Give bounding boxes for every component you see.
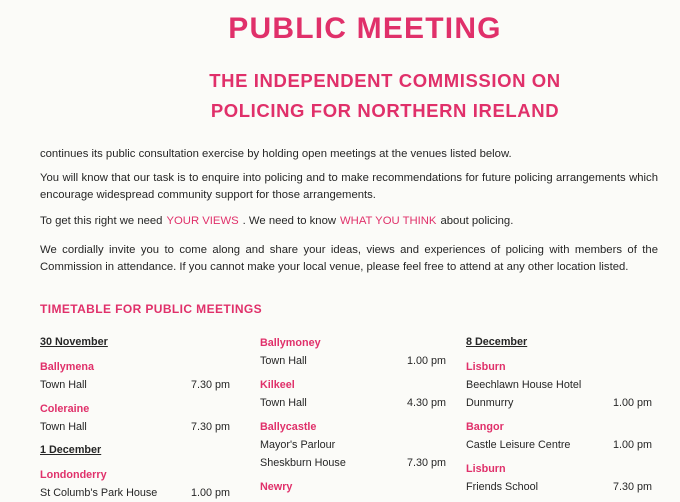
venue-row [40, 376, 230, 394]
date-heading: 8 December [466, 336, 528, 348]
venue-row [466, 376, 652, 394]
timetable-column-2 [260, 334, 446, 496]
meeting-time: 1.00 pm [190, 487, 230, 499]
venue-name: Town Hall [40, 421, 87, 433]
page-title: PUBLIC MEETING [228, 12, 502, 45]
meeting-time: 1.00 pm [612, 397, 652, 409]
venue-row [40, 484, 230, 502]
p3-text-c: about policing. [440, 215, 514, 227]
town-name: Ballymena [40, 361, 95, 373]
venue-name: Castle Leisure Centre [466, 439, 571, 451]
date-heading: 1 December [40, 444, 102, 456]
p3-text-a: To get this right we need [40, 215, 163, 227]
meeting-time: 7.30 pm [190, 421, 230, 433]
meeting-time: 7.30 pm [190, 379, 230, 391]
timetable-heading: TIMETABLE FOR PUBLIC MEETINGS [40, 302, 263, 316]
town-name: Lisburn [466, 361, 506, 373]
venue-row [260, 454, 446, 472]
venue-name: Friends School [466, 481, 539, 493]
subtitle-line-2: POLICING FOR NORTHERN IRELAND [210, 100, 560, 121]
venue-name: Town Hall [40, 379, 87, 391]
intro-paragraph-2: You will know that our task is to enquire into policing and to make recommendations for future policing arrangements which encourage widespread community support for those arrangements. [40, 172, 658, 201]
town-name: Newry [260, 481, 293, 493]
town-name: Londonderry [40, 469, 107, 481]
p3-text-b: . We need to know [242, 215, 337, 227]
venue-row [466, 436, 652, 454]
meeting-time: 4.30 pm [406, 397, 446, 409]
town-name: Lisburn [466, 463, 506, 475]
venue-name: St Columb's Park House [40, 487, 158, 499]
what-you-think-highlight: WHAT YOU THINK [340, 215, 437, 227]
timetable-column-3 [466, 334, 652, 496]
venue-row [466, 478, 652, 496]
date-heading: 30 November [40, 336, 108, 348]
meeting-time: 7.30 pm [612, 481, 652, 493]
intro-paragraph-1: continues its public consultation exercise by holding open meetings at the venues listed below. [40, 148, 512, 160]
town-name: Bangor [466, 421, 504, 433]
subtitle-line-1: THE INDEPENDENT COMMISSION ON [209, 70, 561, 91]
your-views-highlight: YOUR VIEWS [166, 215, 239, 227]
town-name: Coleraine [40, 403, 90, 415]
venue-row [260, 352, 446, 370]
venue-row [466, 394, 652, 412]
timetable-column-1 [40, 334, 230, 502]
town-name: Kilkeel [260, 379, 295, 391]
venue-name: Mayor's Parlour [260, 439, 336, 451]
town-name: Ballymoney [260, 337, 321, 349]
meeting-time: 7.30 pm [406, 457, 446, 469]
venue-row [40, 418, 230, 436]
venue-name: Town Hall [260, 355, 307, 367]
town-name: Ballycastle [260, 421, 317, 433]
intro-paragraph-4: We cordially invite you to come along and share your ideas, views and experiences of policing with members of the Commission in attendance. If you cannot make your local venue, please feel free to attend at any other location listed. [40, 244, 658, 273]
venue-row [260, 394, 446, 412]
venue-name: Beechlawn House Hotel [466, 379, 582, 391]
venue-name: Dunmurry [466, 397, 514, 409]
venue-row [260, 436, 446, 454]
venue-name: Sheskburn House [260, 457, 346, 469]
venue-name: Town Hall [260, 397, 307, 409]
intro-paragraph-3 [40, 213, 658, 230]
meeting-time: 1.00 pm [612, 439, 652, 451]
meeting-time: 1.00 pm [406, 355, 446, 367]
